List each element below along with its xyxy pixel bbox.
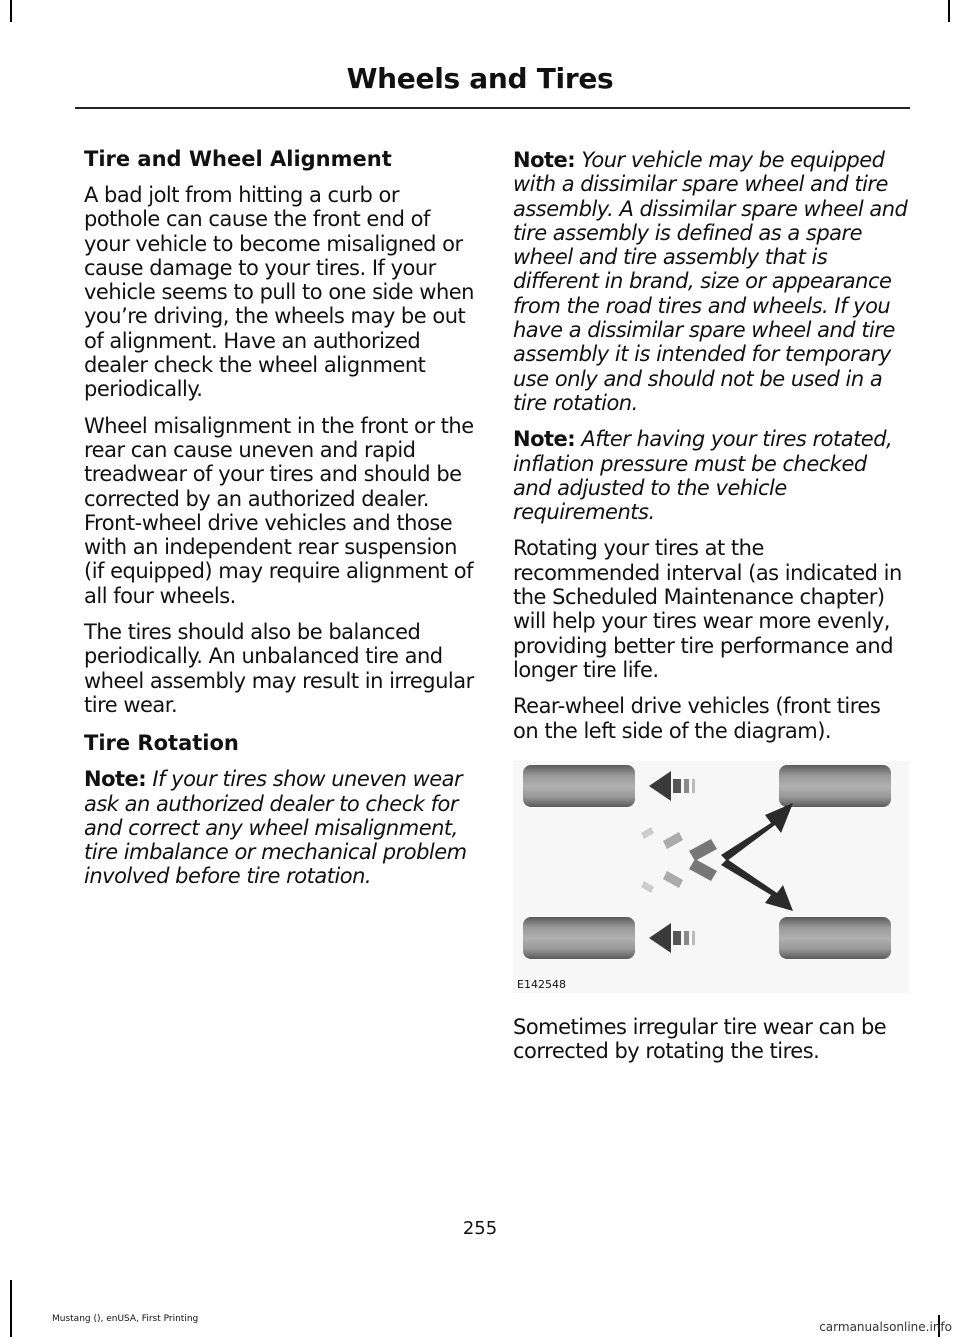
- note-label: Note:: [513, 148, 576, 172]
- note-text: If your tires show uneven wear ask an authorized dealer to check for and correct any wheel misalignment, tire imbalance or mechanical problem involved before tire rotation.: [84, 767, 467, 889]
- alignment-heading: Tire and Wheel Alignment: [84, 147, 392, 171]
- inflation-note: [513, 427, 909, 524]
- rear-wheel-drive-paragraph: Rear-wheel drive vehicles (front tires on the left side of the diagram).: [513, 694, 881, 743]
- edition-footer: Mustang (), enUSA, First Printing: [52, 1314, 199, 1324]
- rotation-note: [84, 767, 476, 888]
- crop-mark-top-left: [10, 0, 12, 22]
- figure-code: E142548: [517, 977, 566, 991]
- rotation-interval-paragraph: Rotating your tires at the recommended interval (as indicated in the Scheduled Maintenance chapter) will help your tires wear more evenly, providing better tire performance and longer tire life.: [513, 536, 902, 682]
- tire-rotation-diagram: [513, 761, 909, 993]
- header-rule: [75, 107, 910, 109]
- rotation-heading: Tire Rotation: [84, 731, 239, 756]
- note-label: Note:: [84, 767, 147, 792]
- crop-mark-bottom-left: [10, 1280, 12, 1337]
- tire-front-left: [523, 765, 635, 807]
- alignment-paragraph-3: The tires should also be balanced periodically. An unbalanced tire and wheel assembly may result in irregular tire wear.: [84, 620, 474, 717]
- left-column: [84, 145, 476, 901]
- alignment-paragraph-1: A bad jolt from hitting a curb or pothole can cause the front end of your vehicle to become misaligned or cause damage to your tires. If your vehicle seems to pull to one side when you’re driving, the wheels may be out of alignment. Have an authorized dealer check the wheel alignment periodically.: [84, 183, 474, 402]
- tire-rear-right: [779, 917, 891, 959]
- note-text: Your vehicle may be equipped with a dissimilar spare wheel and tire assembly. A dissimilar spare wheel and tire assembly is defined as a spare wheel and tire assembly that is different in brand, size or appearance from the road tires and wheels. If you have a dissimilar spare wheel and tire assembly it is intended for temporary use only and should not be used in a tire rotation.: [513, 148, 908, 415]
- right-column: [513, 148, 909, 1075]
- tire-rear-left: [779, 765, 891, 807]
- crop-mark-top-right: [948, 0, 950, 22]
- alignment-paragraph-2: Wheel misalignment in the front or the rear can cause uneven and rapid treadwear of your tires and should be corrected by an authorized dealer. Front-wheel drive vehicles and those with an independent rear suspension (if equipped) may require alignment of all four wheels.: [84, 413, 474, 608]
- tire-front-right: [523, 917, 635, 959]
- page-title: Wheels and Tires: [346, 62, 614, 95]
- note-text: After having your tires rotated, inflation pressure must be checked and adjusted to the vehicle requirements.: [513, 427, 893, 525]
- note-label: Note:: [513, 427, 576, 452]
- tire-rotation-illustration: [513, 761, 909, 993]
- irregular-wear-paragraph: Sometimes irregular tire wear can be corrected by rotating the tires.: [513, 1014, 887, 1064]
- page-number: 255: [462, 1218, 498, 1239]
- dissimilar-spare-note: [513, 148, 909, 415]
- watermark[interactable]: carmanualsonline.info: [819, 1320, 952, 1334]
